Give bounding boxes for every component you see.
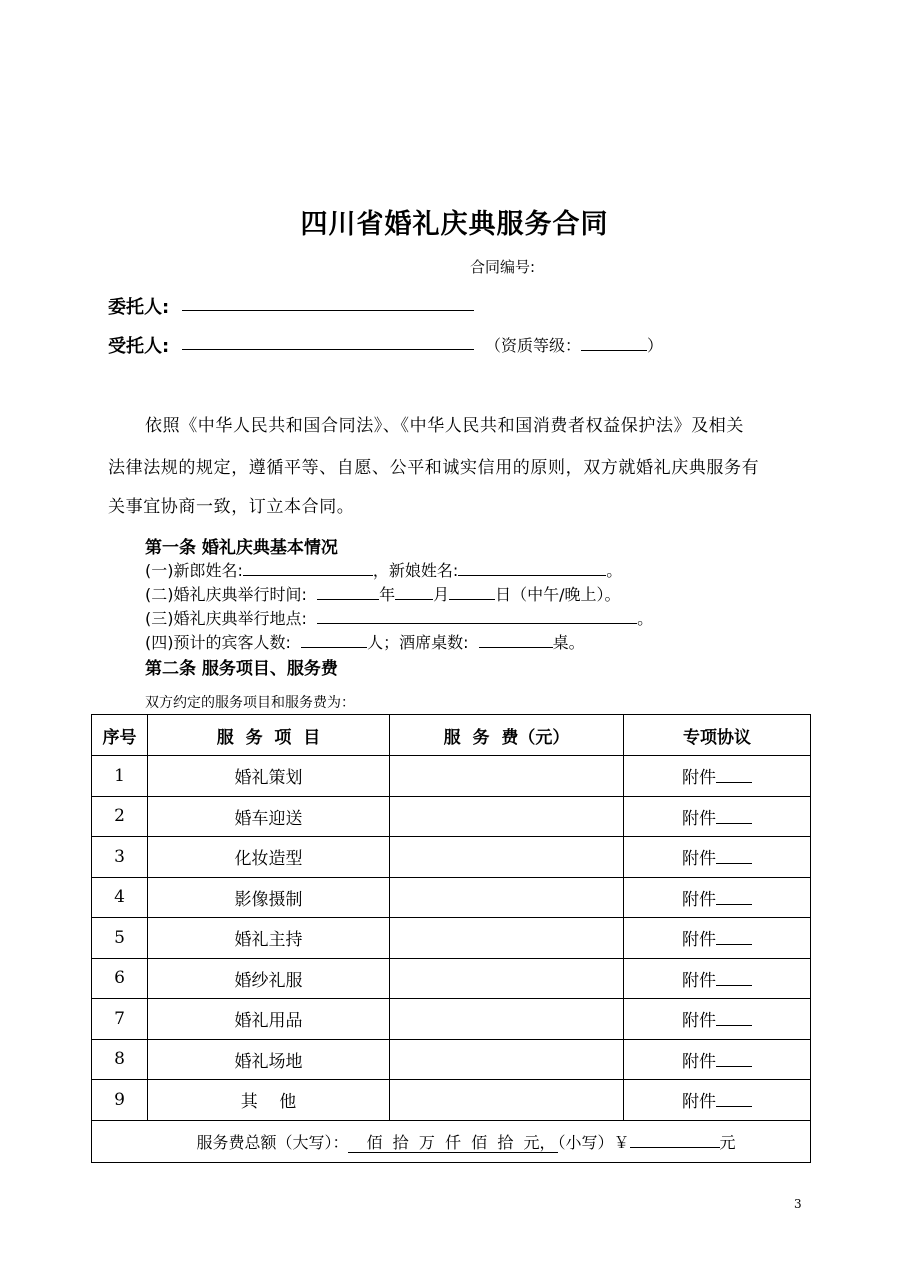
bride-name-blank[interactable] [458, 560, 606, 576]
bride-label: ，新娘姓名: [372, 561, 459, 580]
attachment-blank[interactable] [716, 971, 752, 986]
preamble-line-1: 依照《中华人民共和国合同法》、《中华人民共和国消费者权益保护法》及相关 [145, 416, 744, 436]
total-cell [92, 1120, 811, 1162]
guests-blank[interactable] [301, 632, 367, 648]
service-fee-cell[interactable] [390, 796, 624, 837]
attachment-blank[interactable] [716, 809, 752, 824]
total-small-label: （小写）￥ [557, 1132, 630, 1152]
service-fee-cell[interactable] [390, 877, 624, 918]
service-item: 化妆造型 [148, 837, 390, 878]
table-header-row [92, 715, 811, 756]
table-row [92, 796, 811, 837]
service-fee-cell[interactable] [390, 918, 624, 959]
col-header-item: 服 务 项 目 [148, 715, 390, 756]
ceremony-place-line [145, 606, 653, 629]
service-fee-cell[interactable] [390, 837, 624, 878]
period: 。 [606, 561, 623, 580]
table-row [92, 999, 811, 1040]
agent-name-blank[interactable] [182, 349, 474, 350]
service-fee-cell[interactable] [390, 756, 624, 797]
attachment-blank[interactable] [716, 1011, 752, 1026]
article-1-heading: 第一条 婚礼庆典基本情况 [145, 538, 338, 558]
attachment-label: 附件 [682, 1051, 716, 1072]
preamble-line-2: 法律法规的规定，遵循平等、自愿、公平和诚实信用的原则，双方就婚礼庆典服务有 [108, 458, 760, 478]
article-2-heading: 第二条 服务项目、服务费 [145, 659, 338, 679]
groom-name-blank[interactable] [243, 560, 373, 576]
col-header-fee: 服 务 费（元） [390, 715, 624, 756]
col-header-no: 序号 [92, 715, 148, 756]
guests-label: (四)预计的宾客人数: [145, 633, 291, 652]
table-row [92, 877, 811, 918]
row-number: 2 [92, 796, 148, 837]
row-number: 4 [92, 877, 148, 918]
year-label: 年 [379, 585, 396, 604]
service-fee-cell[interactable] [390, 1080, 624, 1121]
attachment-label: 附件 [682, 970, 716, 991]
guests-line [145, 630, 585, 653]
ceremony-time-line [145, 582, 621, 605]
attachment-cell[interactable] [624, 756, 811, 797]
attachment-blank[interactable] [716, 768, 752, 783]
agent-label: 受托人: [108, 336, 170, 357]
total-label: 服务费总额（大写）： [196, 1132, 349, 1152]
row-number: 5 [92, 918, 148, 959]
year-blank[interactable] [317, 584, 379, 600]
service-fee-table [91, 714, 811, 1163]
rank-close: ） [647, 336, 664, 355]
service-fee-cell[interactable] [390, 999, 624, 1040]
service-fee-cell[interactable] [390, 1039, 624, 1080]
place-label: (三)婚礼庆典举行地点: [145, 609, 307, 628]
preamble-line-3: 关事宜协商一致，订立本合同。 [108, 497, 355, 517]
row-number: 1 [92, 756, 148, 797]
rank-label: （资质等级： [485, 336, 582, 355]
attachment-blank[interactable] [716, 930, 752, 945]
total-small-blank[interactable] [630, 1133, 720, 1148]
attachment-cell[interactable] [624, 1080, 811, 1121]
attachment-label: 附件 [682, 849, 716, 870]
row-number: 3 [92, 837, 148, 878]
total-yuan: 元 [719, 1132, 736, 1152]
tables-label: 桌。 [552, 633, 585, 652]
service-item: 婚礼主持 [148, 918, 390, 959]
service-item: 其 他 [148, 1080, 390, 1121]
service-fee-cell[interactable] [390, 958, 624, 999]
contract-number-label: 合同编号: [470, 258, 536, 276]
article-2-intro: 双方约定的服务项目和服务费为： [145, 695, 355, 711]
attachment-label: 附件 [682, 1092, 716, 1113]
service-item: 婚纱礼服 [148, 958, 390, 999]
attachment-label: 附件 [682, 930, 716, 951]
service-item: 婚礼用品 [148, 999, 390, 1040]
rank-blank[interactable] [581, 335, 647, 351]
attachment-cell[interactable] [624, 796, 811, 837]
attachment-cell[interactable] [624, 918, 811, 959]
attachment-cell[interactable] [624, 837, 811, 878]
service-item: 婚车迎送 [148, 796, 390, 837]
service-item: 婚礼策划 [148, 756, 390, 797]
service-item: 影像摄制 [148, 877, 390, 918]
total-chinese-amount[interactable]: 佰 拾 万 仟 佰 拾 元， [348, 1133, 557, 1153]
tables-blank[interactable] [479, 632, 553, 648]
attachment-cell[interactable] [624, 999, 811, 1040]
table-row [92, 756, 811, 797]
client-label: 委托人: [108, 297, 170, 318]
attachment-label: 附件 [682, 889, 716, 910]
row-number: 7 [92, 999, 148, 1040]
row-number: 9 [92, 1080, 148, 1121]
document-title: 四川省婚礼庆典服务合同 [300, 209, 609, 240]
day-label: 日（中午/晚上）。 [495, 585, 621, 604]
attachment-label: 附件 [682, 1011, 716, 1032]
attachment-blank[interactable] [716, 1052, 752, 1067]
people-label: 人；酒席桌数: [367, 633, 469, 652]
time-label: (二)婚礼庆典举行时间: [145, 585, 307, 604]
service-item: 婚礼场地 [148, 1039, 390, 1080]
table-row [92, 1080, 811, 1121]
attachment-cell[interactable] [624, 877, 811, 918]
month-blank[interactable] [395, 584, 433, 600]
table-row [92, 837, 811, 878]
attachment-cell[interactable] [624, 958, 811, 999]
total-row [92, 1120, 811, 1162]
table-row [92, 918, 811, 959]
month-label: 月 [433, 585, 450, 604]
attachment-cell[interactable] [624, 1039, 811, 1080]
place-blank[interactable] [317, 608, 637, 624]
row-number: 6 [92, 958, 148, 999]
table-row [92, 1039, 811, 1080]
groom-label: (一)新郎姓名: [145, 561, 243, 580]
col-header-agreement: 专项协议 [624, 715, 811, 756]
attachment-blank[interactable] [716, 890, 752, 905]
qualification-rank [485, 333, 663, 356]
attachment-label: 附件 [682, 808, 716, 829]
client-name-blank[interactable] [182, 310, 474, 311]
groom-bride-line [145, 558, 622, 581]
period: 。 [637, 609, 654, 628]
table-row [92, 958, 811, 999]
attachment-blank[interactable] [716, 1092, 752, 1107]
page-number: 3 [794, 1197, 802, 1211]
day-blank[interactable] [449, 584, 495, 600]
attachment-blank[interactable] [716, 849, 752, 864]
row-number: 8 [92, 1039, 148, 1080]
attachment-label: 附件 [682, 768, 716, 789]
